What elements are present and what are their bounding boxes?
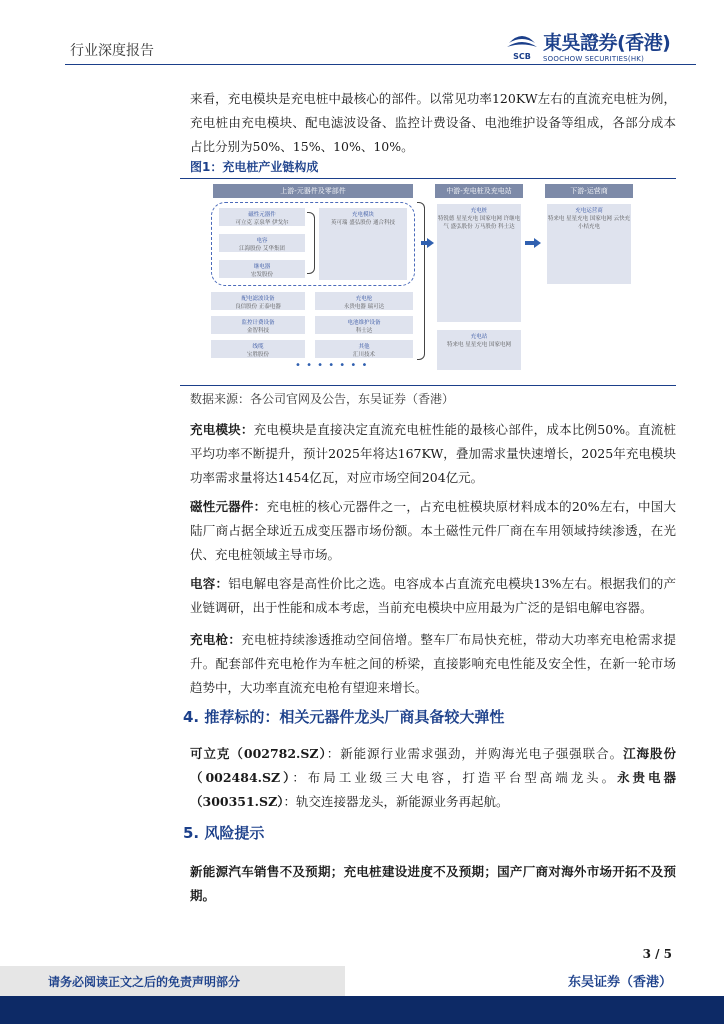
midstream-header: 中游-充电桩及充电站 [435, 184, 523, 198]
figure-source: 数据来源：各公司官网及公告，东吴证券（香港） [190, 392, 455, 406]
rec-2-name: 江海股份（002484.SZ） [190, 746, 676, 785]
box-monitor: 监控计费设备 金智科技 [211, 316, 305, 334]
report-type: 行业深度报告 [70, 43, 154, 59]
footer-disclaimer: 请务必阅读正文之后的免责声明部分 [48, 975, 241, 989]
industry-chain-figure [205, 182, 667, 380]
section-4-heading: 4. 推荐标的：相关元器件龙头厂商具备较大弹性 [183, 708, 505, 726]
figure-rule-bottom [180, 385, 676, 386]
gun-paragraph [190, 628, 676, 700]
module-text: 充电模块是直接决定直流充电桩性能的最核心部件，成本比例50%。直流桩平均功率不断提升，预计2025年将达167KW，叠加需求量快速增长，2025年充电模块功率需求量将达1454亿瓦，对应市场空间204亿元。 [190, 422, 676, 485]
rec-1-text: ：新能源行业需求强劲，并购海光电子强强联合。 [326, 746, 624, 761]
capacitor-text: 铝电解电容是高性价比之选。电容成本占直流充电模块13%左右。根据我们的产业链调研，出于性能和成本考虑，当前充电模块中应用最为广泛的是铝电解电容器。 [190, 576, 676, 615]
capacitor-paragraph [190, 572, 676, 620]
box-cable: 线缆 宝胜股份 [211, 340, 305, 358]
box-charging-pile: 充电桩 特锐德 星星充电 国家电网 许继电气 盛弘股份 万马股份 科士达 [437, 204, 521, 322]
brace-upstream [417, 202, 425, 360]
footer-band [0, 996, 724, 1024]
module-label: 充电模块： [190, 422, 254, 437]
rec-3-text: ：轨交连接器龙头，新能源业务再起航。 [283, 794, 509, 809]
gun-label: 充电枪： [190, 632, 242, 647]
arrow-mid-down-icon [534, 238, 541, 248]
magnetic-label: 磁性元器件： [190, 499, 267, 514]
rec-3-name: 永贵电器（300351.SZ） [190, 770, 676, 809]
logo-en: SOOCHOW SECURITIES(HK) [543, 55, 644, 63]
capacitor-label: 电容： [190, 576, 229, 591]
magnetic-text: 充电桩的核心元器件之一，占充电桩模块原材料成本的20%左右，中国大陆厂商占据全球近五成变压器市场份额。本土磁性元件厂商在车用领域持续渗透，在光伏、充电桩领域主导市场。 [190, 499, 676, 562]
box-operator: 充电运营商 特来电 星星充电 国家电网 云快充 小桔充电 [547, 204, 631, 284]
module-paragraph [190, 418, 676, 490]
rec-1-name: 可立克（002782.SZ） [190, 746, 327, 761]
box-magnetic: 磁性元器件 可立克 京泉华 伊戈尔 [219, 208, 305, 226]
brace-core [307, 212, 315, 274]
figure-rule-top [180, 178, 676, 179]
logo-cn: 東吳證券(香港) [543, 32, 671, 54]
header-rule [65, 64, 696, 65]
figure-title: 图1：充电桩产业链构成 [190, 160, 319, 174]
recommendation-paragraph [190, 742, 676, 814]
more-dots: • • • • • • • [295, 360, 369, 371]
arrow-mid-down-stem [525, 241, 534, 245]
gun-text: 充电桩持续渗透推动空间倍增。整车厂布局快充桩，带动大功率充电枪需求提升。配套部件充电枪作为车桩之间的桥梁，直接影响充电性能及安全性，在新一轮市场趋势中，大功率直流充电枪有望迎来增长。 [190, 632, 676, 695]
company-logo [505, 28, 670, 63]
upstream-header: 上游-元器件及零部件 [213, 184, 413, 198]
intro-paragraph: 来看，充电模块是充电桩中最核心的部件。以常见功率120KW左右的直流充电桩为例，充电桩由充电模块、配电滤波设备、监控计费设备、电池维护设备等组成，各部分成本占比分别为50%、15%、10%、10%。 [190, 91, 676, 154]
downstream-header: 下游-运营商 [545, 184, 633, 198]
box-charging-station: 充电站 特来电 星星充电 国家电网 [437, 330, 521, 370]
box-other: 其他 汇川技术 [315, 340, 413, 358]
box-distribution: 配电滤波设备 良信股份 正泰电器 [211, 292, 305, 310]
box-capacitor: 电容 江海股份 艾华集团 [219, 234, 305, 252]
section-5-heading: 5. 风险提示 [183, 824, 265, 842]
magnetic-paragraph [190, 495, 676, 567]
box-battery: 电池维护设备 科士达 [315, 316, 413, 334]
logo-mark-text: SCB [513, 51, 531, 61]
arrow-up-mid-icon [427, 238, 434, 248]
risk-paragraph: 新能源汽车销售不及预期；充电桩建设进度不及预期；国产厂商对海外市场开拓不及预期。 [190, 864, 676, 903]
page-number: 3 / 5 [642, 947, 672, 961]
box-gun: 充电枪 永贵电器 瑞可达 [315, 292, 413, 310]
logo-mark-icon [505, 31, 539, 61]
box-charging-module: 充电模块 英可瑞 盛弘股份 通合科技 [319, 208, 407, 280]
rec-2-text: ：布局工业级三大电容，打造平台型高端龙头。 [292, 770, 618, 785]
box-relay: 继电器 宏发股份 [219, 260, 305, 278]
footer-brand: 东吴证券（香港） [567, 975, 672, 990]
